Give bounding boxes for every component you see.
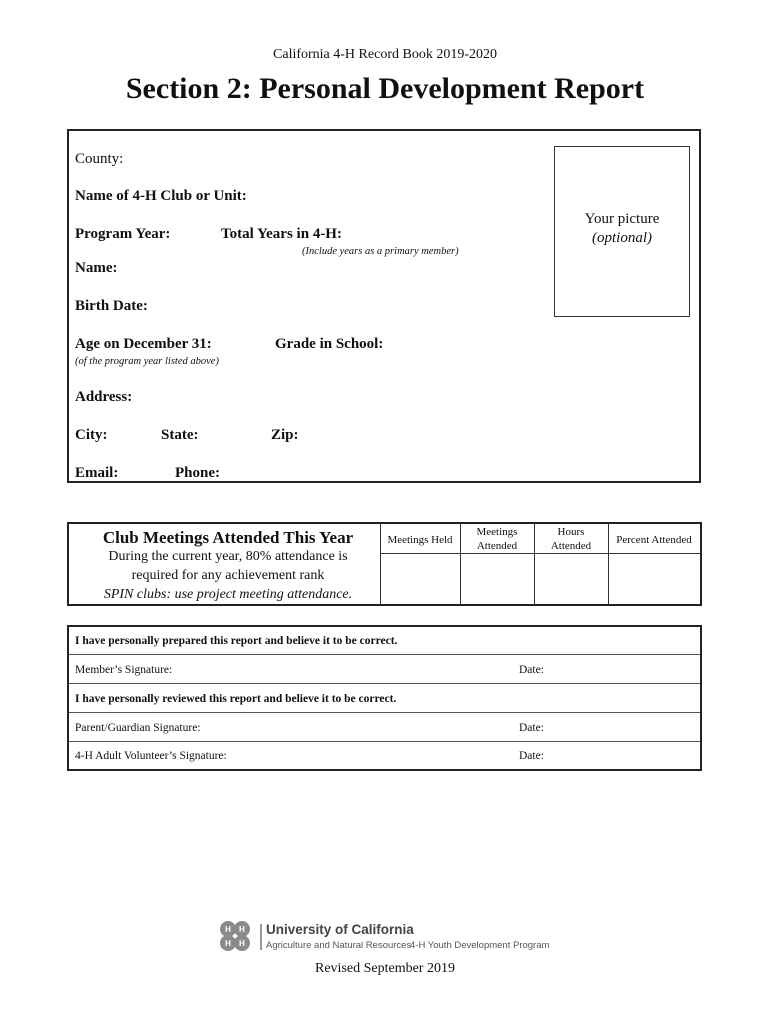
parent-signature-label: Parent/Guardian Signature: [75,722,201,734]
university-name: University of California [266,922,414,937]
svg-text:H: H [239,939,245,948]
volunteer-signature-row [69,742,700,770]
hours-attended-header [534,525,608,553]
four-leaf-clover-icon [214,918,256,956]
grade-label: Grade in School: [275,336,384,352]
hours-attended-header-line2: Attended [550,540,592,552]
state-label: State: [161,427,199,443]
address-label: Address: [75,389,133,405]
meetings-attendance-note: During the current year, 80% attendance is [108,549,348,564]
picture-optional-label: (optional) [592,230,652,246]
email-label: Email: [75,465,119,481]
member-signature-row [69,656,700,684]
total-years-note: (Include years as a primary member) [302,246,459,257]
member-date-label: Date: [519,664,544,676]
volunteer-date-label: Date: [519,750,544,762]
phone-label: Phone: [175,465,220,481]
meetings-attended-header [460,525,534,553]
parent-date-label: Date: [519,722,544,734]
zip-label: Zip: [271,427,299,443]
youth-program-label: 4-H Youth Development Program [410,940,550,951]
picture-label: Your picture [584,211,660,227]
program-year-label: Program Year: [75,226,171,242]
age-note: (of the program year listed above) [75,356,219,367]
member-statement: I have personally prepared this report and believe it to be correct. [69,627,700,655]
hours-attended-header-line1: Hours [557,526,585,538]
percent-attended-header: Percent Attended [616,534,692,546]
meetings-attended-header-line1: Meetings [476,526,518,538]
age-label: Age on December 31: [75,336,212,352]
signature-box [67,625,702,771]
meetings-rank-note: required for any achievement rank [131,568,325,583]
meetings-title: Club Meetings Attended This Year [102,528,354,547]
meetings-table [67,522,702,606]
meetings-held-header: Meetings Held [387,534,453,546]
city-label: City: [75,427,108,443]
volunteer-signature-label: 4-H Adult Volunteer’s Signature: [75,750,227,762]
record-book-header: California 4-H Record Book 2019-2020 [273,47,497,62]
name-label: Name: [75,260,118,276]
county-label: County: [75,151,124,167]
svg-text:H: H [225,939,231,948]
page-title: Section 2: Personal Development Report [125,72,645,105]
member-signature-label: Member’s Signature: [75,664,173,676]
club-name-label: Name of 4-H Club or Unit: [75,188,247,204]
birth-date-label: Birth Date: [75,298,148,314]
total-years-label: Total Years in 4-H: [221,226,342,242]
picture-box [554,146,690,317]
meetings-spin-note: SPIN clubs: use project meeting attendance. [103,587,353,602]
svg-text:H: H [239,925,245,934]
parent-signature-row [69,714,700,742]
logo-divider [260,924,262,950]
anr-label: Agriculture and Natural Resources [266,940,412,951]
parent-statement: I have personally reviewed this report and believe it to be correct. [69,685,700,713]
table-header-divider [380,553,700,554]
revised-date: Revised September 2019 [315,961,455,976]
svg-text:H: H [225,925,231,934]
meetings-attended-header-line2: Attended [476,540,518,552]
